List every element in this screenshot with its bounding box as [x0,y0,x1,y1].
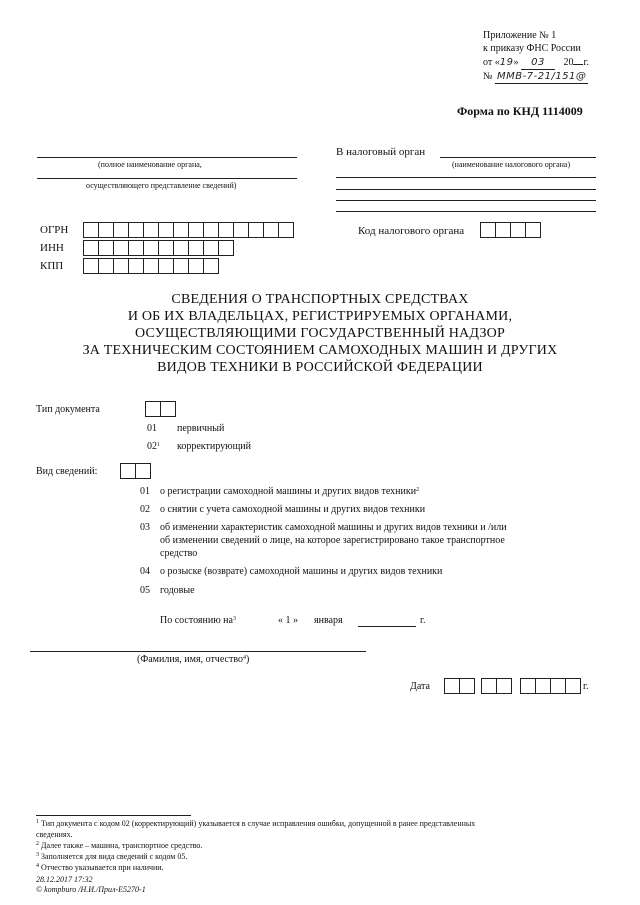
title-line-4: ЗА ТЕХНИЧЕСКИМ СОСТОЯНИЕМ САМОХОДНЫХ МАШИН И ДРУГИХ [82,343,558,358]
date-day-cells[interactable] [444,678,475,694]
info-code-5: 05 [140,585,150,596]
doc-type-code-1: 01 [147,423,157,434]
doc-type-text-2: корректирующий [177,441,251,452]
footnote-2: $^2$ Далее также – машина, транспортное средство. [36,841,203,850]
footnote-1: $^1$ Тип документа с кодом 02 (корректирующий) указывается в случае исправления ошибки, допущенной в ранее представленных [36,819,476,828]
info-text-2: о снятии с учета самоходной машины и других видов техники [160,504,426,515]
date-label: Дата [410,681,430,692]
kpp-label: КПП [40,260,64,272]
info-text-3: об изменении характеристик самоходной машины и других видов техники и /или [160,522,507,533]
ogrn-cells[interactable] [83,222,294,238]
tax-authority-caption: (наименование налогового органа) [452,160,571,169]
print-file: © kompburo /Н.И./Прил-Е5270-1 [36,885,146,894]
info-text-4: о розыске (возврате) самоходной машины и других видов техники [160,566,443,577]
title-line-2: И ОБ ИХ ВЛАДЕЛЬЦАХ, РЕГИСТРИРУЕМЫХ ОРГАНАМИ, [127,309,513,324]
inn-label: ИНН [40,242,64,254]
date-suffix: г. [583,681,589,692]
appendix-line2: к приказу ФНС России [483,43,581,54]
title-line-5: ВИДОВ ТЕХНИКИ В РОССИЙСКОЙ ФЕДЕРАЦИИ [157,360,483,375]
doc-type-text-1: первичный [177,423,225,434]
title-line-3: ОСУЩЕСТВЛЯЮЩИМИ ГОСУДАРСТВЕННЫЙ НАДЗОР [135,326,505,341]
sender-caption-1: (полное наименование органа, [98,160,202,169]
info-code-2: 02 [140,504,150,515]
footnote-3: $^3$ Заполняется для вида сведений с кодом 05. [36,852,188,861]
info-code-3: 03 [140,522,150,533]
info-text-3-line2: об изменении сведений о лице, на которое зарегистрировано такое транспортное [160,535,505,546]
as-of-label: По состоянию $на^3$ [160,615,236,626]
tax-code-label: Код налогового органа [358,225,465,237]
inn-cells[interactable] [83,240,234,256]
appendix-number: № ММВ-7-21/151@ [483,71,587,82]
form-code: Форма по КНД 1114009 [457,104,583,118]
tax-authority-label: В налоговый орган [336,146,426,158]
sender-caption-2: осуществляющего представление сведений) [86,181,237,190]
info-type-cells[interactable] [120,463,151,479]
date-month-cells[interactable] [481,678,512,694]
copyright-icon: © [36,885,43,894]
info-text-1: о регистрации самоходной машины и других видов техники$^2$ [160,486,420,497]
ogrn-label: ОГРН [40,224,69,236]
footnote-1-cont: сведениях. [36,830,73,839]
as-of-day: « 1 » [278,615,298,626]
doc-type-cells[interactable] [145,401,176,417]
print-timestamp: 28.12.2017 17:32 [36,875,93,884]
info-text-3-line3: средство [160,548,198,559]
footnote-4: $^4$ Отчество указывается при наличии. [36,863,164,872]
doc-type-label: Тип документа [36,404,100,415]
info-code-1: 01 [140,486,150,497]
appendix-line1: Приложение № 1 [483,30,557,41]
kpp-cells[interactable] [83,258,219,274]
info-type-label: Вид сведений: [36,466,98,477]
tax-code-cells[interactable] [480,222,541,238]
as-of-year-suffix: г. [420,615,426,626]
info-code-4: 04 [140,566,150,577]
info-text-5: годовые [160,585,195,596]
date-year-cells[interactable] [520,678,581,694]
doc-type-code-2: $02^1$ [147,441,160,452]
title-line-1: СВЕДЕНИЯ О ТРАНСПОРТНЫХ СРЕДСТВАХ [171,292,469,307]
signer-caption: (Фамилия, имя, отчество$^4$) [137,654,250,665]
as-of-month: января [314,615,343,626]
appendix-date: от «19» 03 20 г. [483,57,589,68]
